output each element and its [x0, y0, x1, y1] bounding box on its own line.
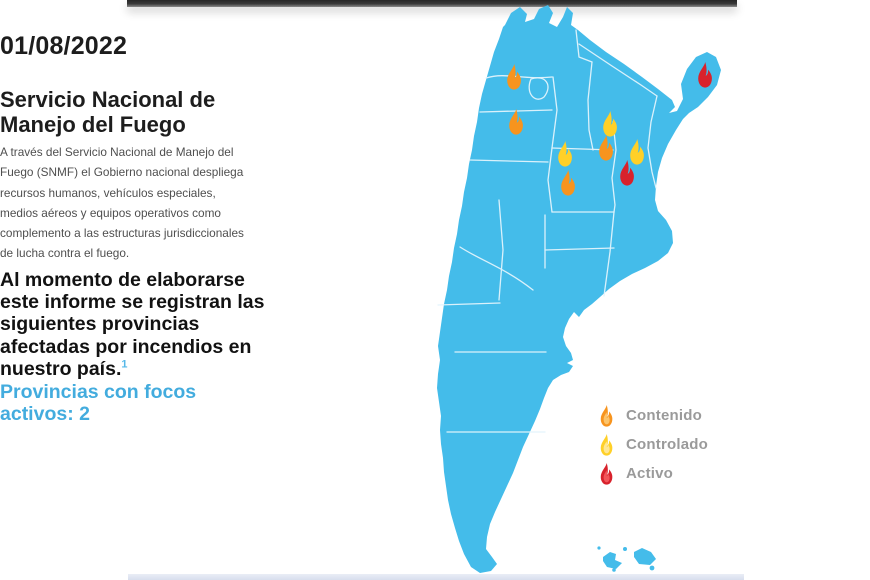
flame-icon	[598, 463, 615, 485]
argentina-map	[428, 2, 748, 576]
page-title-line2: Manejo del Fuego	[0, 111, 186, 137]
legend-label: Controlado	[626, 436, 708, 453]
argentina-map-svg	[428, 2, 748, 576]
page-title-line1: Servicio Nacional de	[0, 87, 216, 112]
report-date: 01/08/2022	[0, 32, 128, 60]
statement-block	[0, 269, 266, 426]
intro-paragraph: A través del Servicio Nacional de Manejo del Fuego (SNMF) el Gobierno nacional despliega recursos humanos, vehículos especiales, medios aéreos y equipos operativos como complemento a las estructuras jurisdiccionales de lucha contra el fuego.	[0, 145, 244, 261]
footnote-marker: 1	[121, 358, 128, 371]
flame-icon	[598, 434, 615, 456]
legend-item-activo	[598, 459, 708, 488]
fire-status-legend	[598, 401, 708, 488]
flame-icon	[598, 405, 615, 427]
statement-text: Al momento de elaborarse este informe se registran las siguientes provincias afectadas por incendios en nuestro país.	[0, 269, 265, 380]
active-provinces-highlight: Provincias con focos activos: 2	[0, 381, 197, 426]
page-title	[0, 88, 250, 137]
legend-item-contenido	[598, 401, 708, 430]
islands	[597, 546, 656, 571]
legend-item-controlado	[598, 430, 708, 459]
legend-label: Activo	[626, 465, 674, 482]
legend-label: Contenido	[626, 407, 702, 424]
